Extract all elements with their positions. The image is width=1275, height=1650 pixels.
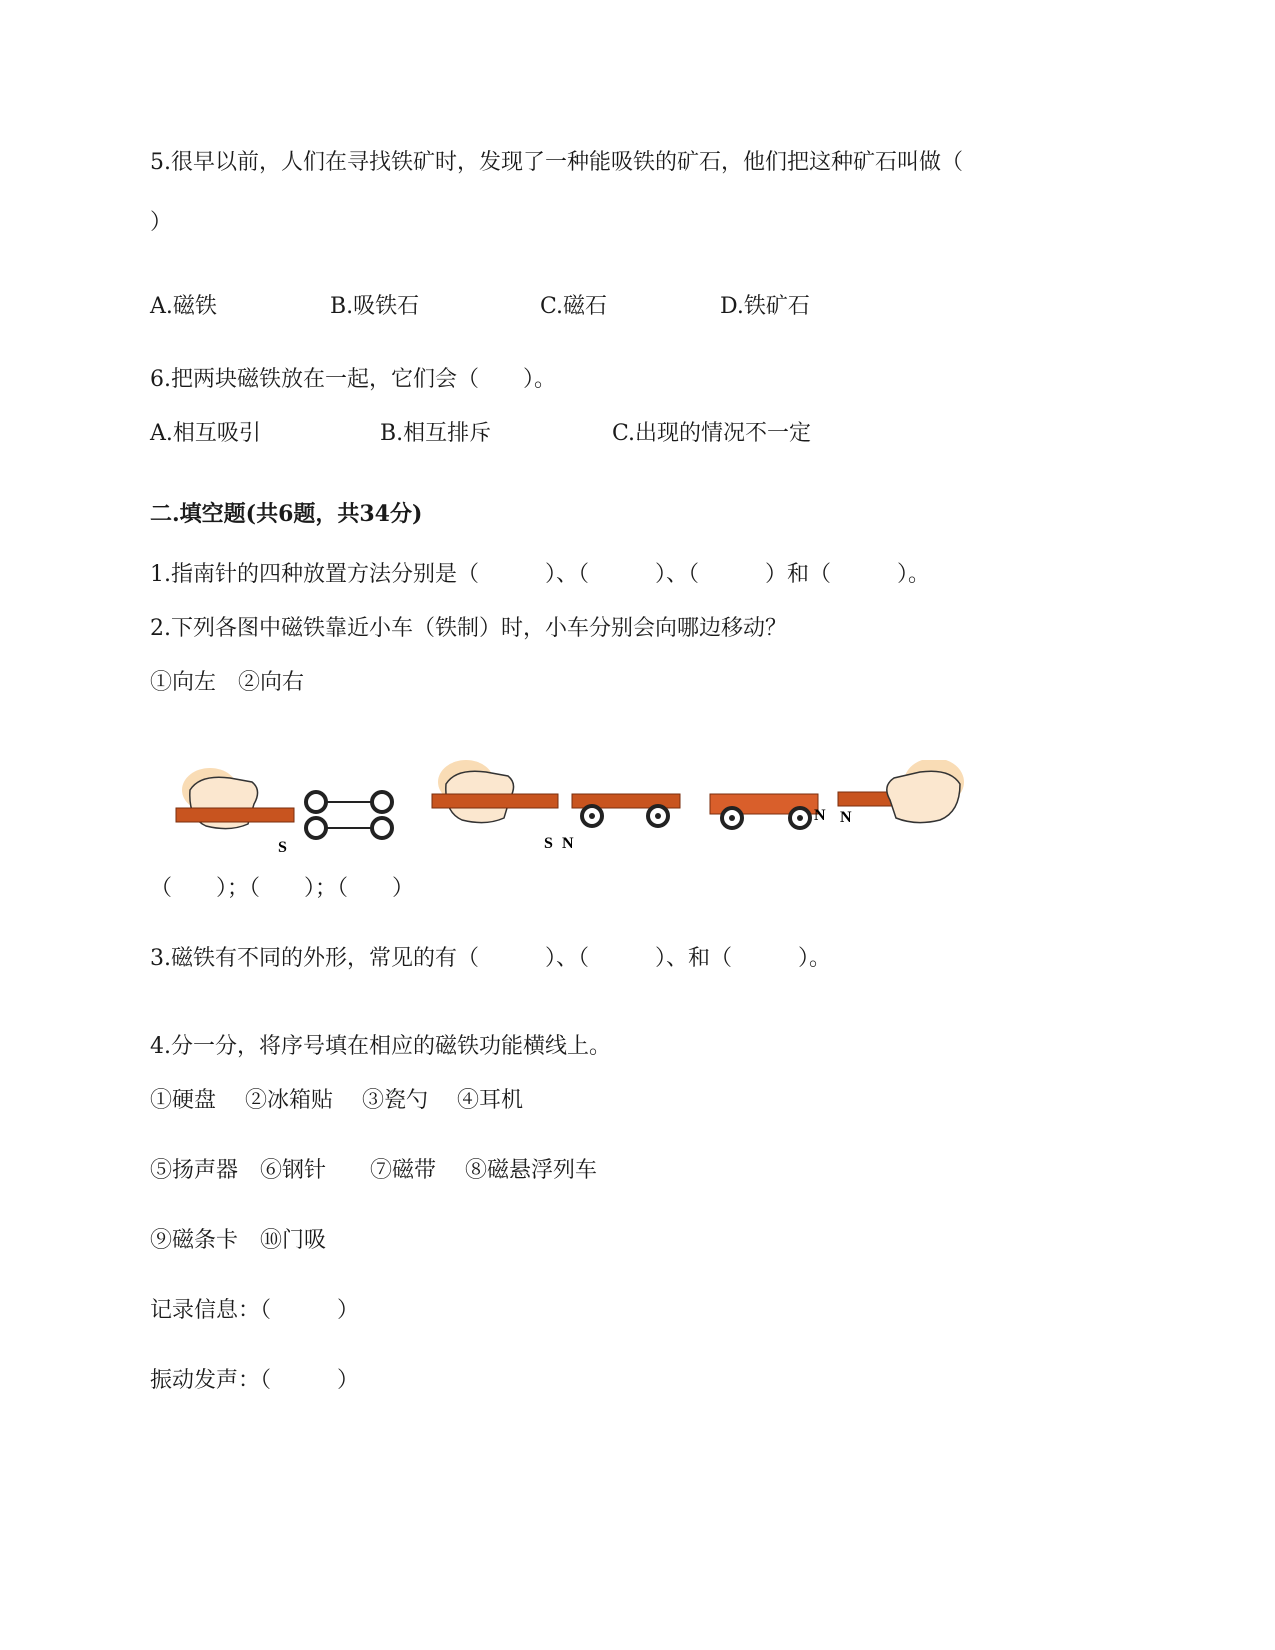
fill-q4-row1: ①硬盘 ②冰箱贴 ③瓷勺 ④耳机 bbox=[150, 1088, 523, 1113]
q5-option-a: A.磁铁 bbox=[150, 294, 217, 319]
wheel-icon bbox=[589, 813, 595, 819]
pole-label: N bbox=[840, 809, 852, 826]
pole-label: S bbox=[544, 835, 553, 852]
wheel-icon bbox=[306, 818, 326, 838]
q6-text: 6.把两块磁铁放在一起，它们会（ ）。 bbox=[150, 367, 556, 392]
fill-q2-text: 2.下列各图中磁铁靠近小车（铁制）时，小车分别会向哪边移动？ bbox=[150, 616, 787, 641]
scene-3 bbox=[710, 760, 964, 828]
fill-q4-blank-record: 记录信息：（ ） bbox=[150, 1298, 360, 1323]
q5-option-c: C.磁石 bbox=[540, 294, 608, 319]
wheel-icon bbox=[372, 792, 392, 812]
wheel-icon bbox=[729, 815, 735, 821]
q5-text-line2: ） bbox=[150, 210, 173, 235]
fill-q4-blank-sound: 振动发声：（ ） bbox=[150, 1368, 360, 1393]
pole-label: N bbox=[814, 807, 826, 824]
magnet-cart-figure bbox=[170, 760, 1030, 890]
pole-label: S bbox=[278, 839, 287, 856]
section-heading: 二.填空题(共6题，共34分) bbox=[150, 501, 423, 527]
wheel-icon bbox=[655, 813, 661, 819]
wheel-icon bbox=[372, 818, 392, 838]
fill-q1-text: 1.指南针的四种放置方法分别是（ ）、（ ）、（ ）和（ ）。 bbox=[150, 562, 930, 587]
fill-q4-text: 4.分一分，将序号填在相应的磁铁功能横线上。 bbox=[150, 1034, 611, 1059]
pole-label: N bbox=[562, 835, 574, 852]
fill-q2-choices: ①向左 ②向右 bbox=[150, 670, 305, 695]
q5-option-d: D.铁矿石 bbox=[720, 294, 810, 319]
fill-q3-text: 3.磁铁有不同的外形，常见的有（ ）、（ ）、和（ ）。 bbox=[150, 946, 831, 971]
scene-2 bbox=[432, 760, 680, 852]
q5-text-line1: 5.很早以前，人们在寻找铁矿时，发现了一种能吸铁的矿石，他们把这种矿石叫做（ bbox=[150, 150, 963, 175]
fill-q2-answers: （ ）；（ ）；（ ） bbox=[150, 876, 415, 901]
fill-q4-row2: ⑤扬声器 ⑥钢针 ⑦磁带 ⑧磁悬浮列车 bbox=[150, 1158, 597, 1183]
scene-1 bbox=[176, 768, 392, 856]
hand-icon bbox=[887, 771, 960, 822]
bar-magnet bbox=[176, 808, 294, 822]
fill-q4-row3: ⑨磁条卡 ⑩门吸 bbox=[150, 1228, 327, 1253]
q6-option-b: B.相互排斥 bbox=[380, 421, 492, 446]
wheel-icon bbox=[797, 815, 803, 821]
bar-magnet bbox=[432, 794, 558, 808]
q6-option-c: C.出现的情况不一定 bbox=[612, 421, 812, 446]
q6-option-a: A.相互吸引 bbox=[150, 421, 261, 446]
q5-option-b: B.吸铁石 bbox=[330, 294, 420, 319]
wheel-icon bbox=[306, 792, 326, 812]
